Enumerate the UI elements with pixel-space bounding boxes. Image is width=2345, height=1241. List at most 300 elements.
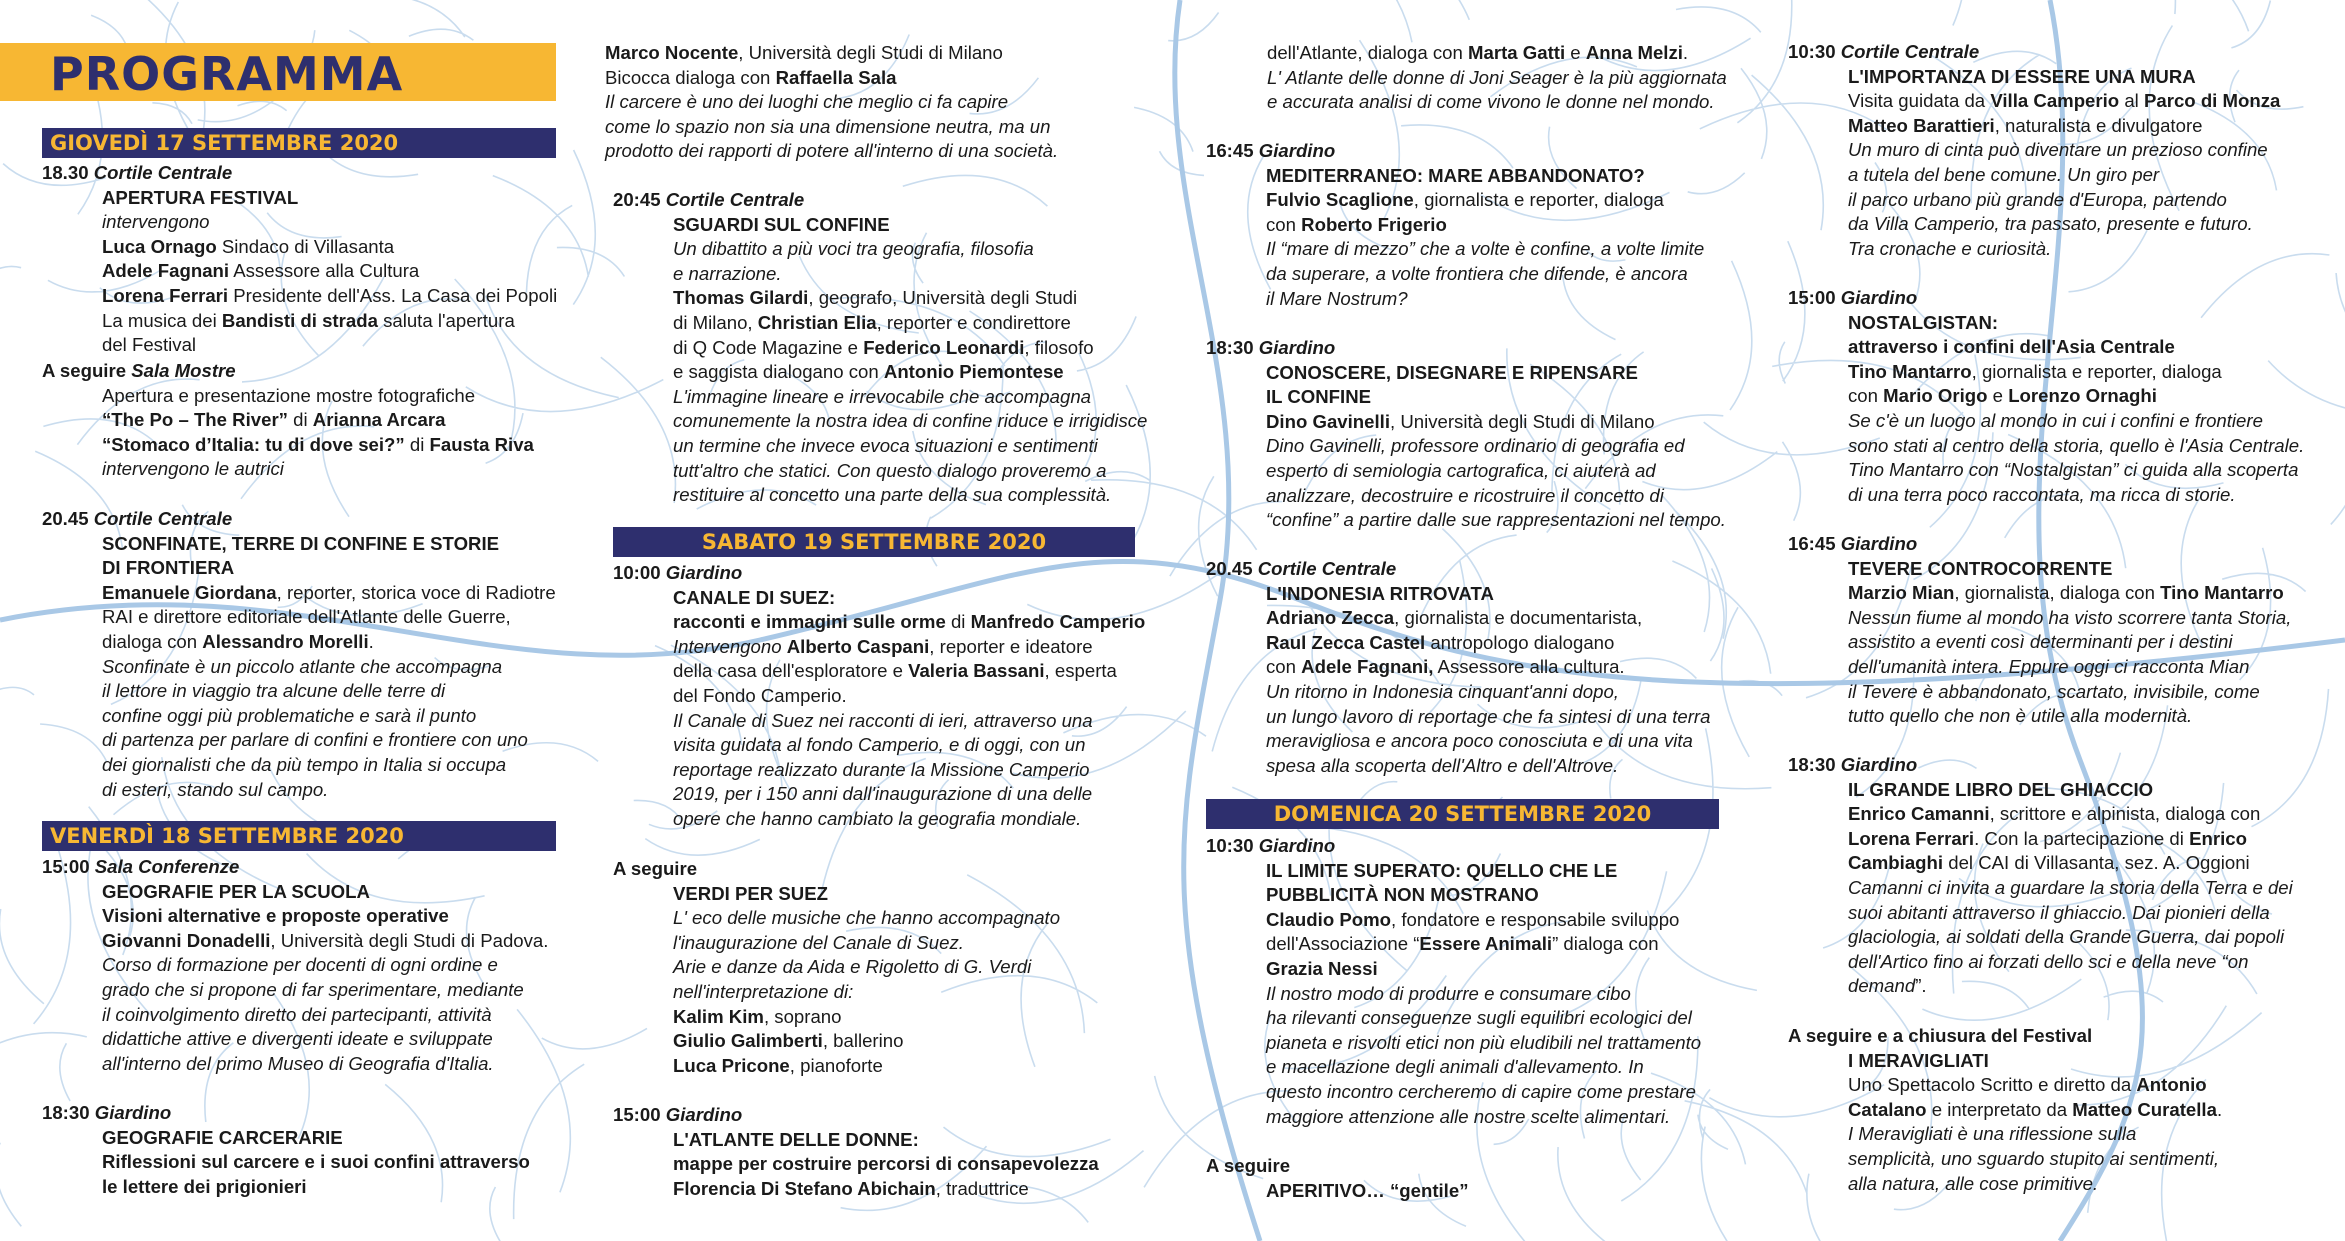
event-line: di esteri, stando sul campo. [102, 778, 329, 800]
event-line: Riflessioni sul carcere e i suoi confini attraverso [102, 1151, 530, 1173]
event-time: 10:00 [613, 562, 661, 583]
event-line: sono stati al centro della storia, quello è l'Asia Centrale. [1848, 434, 2305, 456]
event-line: un lungo lavoro di reportage che fa sintesi di una terra [1266, 705, 1711, 727]
event-header [613, 188, 1140, 213]
event-title: I MERAVIGLIATI [1848, 1049, 1989, 1071]
event-header [42, 1101, 560, 1126]
bold-run: Fulvio Scaglione [1266, 189, 1414, 211]
event-body [1206, 164, 1730, 312]
bold-run: Luca Pricone [673, 1054, 790, 1076]
event-line: Il nostro modo di produrre e consumare cibo [1266, 982, 1631, 1004]
event-body [1788, 778, 2323, 999]
event-title: SCONFINATE, TERRE DI CONFINE E STORIE [102, 532, 500, 554]
event-sabato-1500 [613, 1103, 1140, 1201]
event-line [102, 259, 560, 284]
event-title: SGUARDI SUL CONFINE [673, 213, 890, 235]
text-run: Assessore alla Cultura [229, 260, 420, 282]
event-domenica-1030-giardino [1206, 834, 1730, 1129]
event-title: CANALE DI SUEZ: [673, 586, 836, 608]
bold-run: Villa Camperio [1990, 90, 2120, 112]
bold-run: Raul Zecca Castel [1266, 631, 1426, 653]
event-line [673, 360, 1140, 385]
event-line [1266, 655, 1730, 680]
event-sabato-1830 [1206, 336, 1730, 533]
event-place: Giardino [1258, 835, 1336, 856]
event-line: le lettere dei prigionieri [102, 1175, 307, 1197]
event-line: spesa alla scoperta dell'Altro e dell'Altrove. [1266, 754, 1619, 776]
event-line: nell'interpretazione di: [673, 980, 854, 1002]
text-run: con [1848, 385, 1884, 407]
text-run: del CAI di Villasanta, sez. A. Oggioni [1943, 852, 2250, 874]
bold-run: Christian Elia [757, 311, 877, 333]
text-run: . [1682, 42, 1689, 63]
event-time: 18.30 [42, 162, 89, 183]
event-time: 10:30 [1206, 835, 1254, 856]
bold-run: Adriano Zecca [1266, 607, 1395, 629]
event-time: 16:45 [1788, 533, 1836, 554]
event-line: da superare, a volte frontiera che difende, è ancora [1266, 262, 1688, 284]
event-line [102, 408, 560, 433]
event-header [1788, 1024, 2323, 1049]
event-line: del Fondo Camperio. [673, 684, 847, 706]
event-place: Sala Conferenze [94, 856, 240, 877]
event-domenica-chiusura [1788, 1024, 2323, 1196]
event-line [102, 630, 560, 655]
event-body [42, 186, 560, 358]
bold-run: Adele Fagnani [102, 260, 230, 282]
text-run: , Università degli Studi di Milano [738, 42, 1003, 63]
text-run: , esperta [1044, 660, 1117, 682]
event-line: Il “mare di mezzo” che a volte è confine, a volte limite [1266, 238, 1705, 260]
event-line: a tutela del bene comune. Un giro per [1848, 163, 2160, 185]
event-title: IL LIMITE SUPERATO: QUELLO CHE LE [1266, 859, 1618, 881]
event-body [1206, 1179, 1730, 1204]
event-time: 16:45 [1206, 140, 1254, 161]
bold-run: Kalim Kim [673, 1005, 764, 1027]
event-line: Apertura e presentazione mostre fotografiche [102, 384, 476, 406]
event-line [605, 66, 1140, 91]
event-line: Se c'è un luogo al mondo in cui i confini e frontiere [1848, 409, 2263, 431]
text-run: , giornalista e documentarista, [1394, 607, 1643, 629]
event-place: Cortile Centrale [1257, 558, 1397, 579]
event-place: Giardino [665, 1104, 743, 1125]
event-line: Corso di formazione per docenti di ogni ordine e [102, 954, 498, 976]
event-line: prodotto dei rapporti di potere all'interno di una società. [605, 140, 1059, 162]
event-line: il parco urbano più grande d'Europa, partendo [1848, 188, 2227, 210]
text-run: . Con la partecipazione di [1974, 827, 2190, 849]
bold-run: Manfredo Camperio [970, 611, 1146, 633]
event-body [613, 586, 1146, 832]
event-line: L'immagine lineare e irrevocabile che accompagna [673, 385, 1092, 407]
text-run: , reporter e ideatore [929, 635, 1093, 657]
event-line: meravigliosa e ancora poco conosciuta e di una vita [1266, 730, 1693, 752]
event-time: 15:00 [42, 856, 90, 877]
text-run: , fondatore e responsabile sviluppo [1391, 908, 1680, 930]
event-header [1788, 532, 2323, 557]
event-line [673, 336, 1140, 361]
bold-run: “Stomaco d’Italia: tu di dove sei?” [102, 433, 405, 455]
text-run: Assessore alla cultura. [1433, 656, 1625, 678]
event-sabato-1000 [613, 561, 1146, 832]
event-body [1788, 311, 2323, 508]
text-run: , scrittore e alpinista, dialoga con [1989, 803, 2261, 825]
event-line: L' eco delle musiche che hanno accompagnato [673, 907, 1061, 929]
day-label: GIOVEDÌ 17 SETTEMBRE 2020 [50, 131, 399, 155]
event-line: Dino Gavinelli, professore ordinario di geografia ed [1266, 435, 1685, 457]
event-body [613, 1128, 1140, 1202]
text-run: di [287, 409, 313, 431]
event-time: A seguire [613, 858, 698, 879]
event-time: A seguire [42, 360, 127, 381]
event-body [1788, 1049, 2323, 1197]
event-line [102, 309, 560, 334]
bold-run: Thomas Gilardi [673, 287, 809, 309]
bold-run: Adele Fagnani, [1301, 656, 1434, 678]
event-line: Un muro di cinta può diventare un prezioso confine [1848, 139, 2268, 161]
bold-run: “The Po – The River” [102, 409, 288, 431]
bold-run: Valeria Bassani [908, 660, 1045, 682]
event-line [1266, 908, 1730, 933]
event-body [1267, 41, 1730, 115]
event-line: alla natura, alle cose primitive. [1848, 1172, 2099, 1194]
event-line [102, 284, 560, 309]
event-line: didattiche attive e divergenti ideate e sviluppate [102, 1028, 493, 1050]
text-run: , naturalista e divulgatore [1994, 114, 2203, 136]
bold-run: Florencia Di Stefano Abichain [673, 1177, 936, 1199]
event-line: Arie e danze da Aida e Rigoletto di G. Verdi [673, 956, 1032, 978]
event-line: esperto di semiologia cartografica, ci aiuterà ad [1266, 459, 1656, 481]
event-line: dell'umanità intera. Eppure oggi ci racconta Mian [1848, 655, 2250, 677]
text-run: con [1266, 213, 1302, 235]
event-time: 15:00 [1788, 287, 1836, 308]
event-header [1788, 753, 2323, 778]
event-venerdi-2045 [613, 188, 1148, 508]
programma-banner [0, 43, 556, 101]
event-line [1266, 932, 1730, 957]
text-run: , filosofo [1024, 336, 1094, 358]
event-line: opere che hanno cambiato la geografia mondiale. [673, 807, 1082, 829]
text-run: Presidente dell'Ass. La Casa dei Popoli [228, 284, 558, 306]
bold-run: Roberto Frigerio [1301, 213, 1447, 235]
text-run: , ballerino [822, 1030, 904, 1052]
event-time: 18:30 [42, 1102, 90, 1123]
event-title: L'INDONESIA RITROVATA [1266, 582, 1494, 604]
event-line: confine oggi più problematiche e sarà il punto [102, 704, 477, 726]
text-run: e saggista dialogano con [673, 361, 884, 383]
event-line [1266, 410, 1730, 435]
event-line: di una terra poco raccontata, ma ricca di storie. [1848, 483, 2236, 505]
event-giovedi-1830 [42, 161, 560, 358]
bold-run: Raffaella Sala [775, 66, 897, 88]
text-run: ” dialoga con [1552, 933, 1659, 955]
bold-run: Marta Gatti [1468, 42, 1566, 63]
text-run: , geografo, Università degli Studi [808, 287, 1078, 309]
event-title: MEDITERRANEO: MARE ABBANDONATO? [1266, 164, 1645, 186]
text-run: al [2119, 90, 2144, 112]
event-line: assistito a eventi così determinanti per i destini [1848, 631, 2233, 653]
event-place: Cortile Centrale [93, 508, 233, 529]
event-time: 15:00 [613, 1104, 661, 1125]
event-line [673, 1177, 1140, 1202]
event-line: comunemente la nostra idea di confine riduce e irrigidisce [673, 410, 1148, 432]
event-header [42, 161, 560, 186]
event-line [102, 433, 560, 458]
event-line [1848, 114, 2323, 139]
event-title: GEOGRAFIE CARCERARIE [102, 1126, 343, 1148]
event-place: Giardino [1840, 754, 1918, 775]
text-run: di [404, 433, 430, 455]
event-time: 20.45 [1206, 558, 1253, 579]
event-body [1206, 859, 1730, 1130]
event-line [1267, 41, 1730, 66]
event-line: un termine che invece evoca situazioni e sentimenti [673, 434, 1098, 456]
event-line [102, 235, 560, 260]
event-line: grado che si propone di far sperimentare, mediante [102, 978, 524, 1000]
bold-run: Parco di Monza [2143, 90, 2281, 112]
event-line: Visioni alternative e proposte operative [102, 905, 449, 927]
event-line: del Festival [102, 334, 197, 356]
text-run: dell'Associazione “ [1266, 933, 1420, 955]
bold-run: Lorenzo Ornaghi [2008, 385, 2157, 407]
text-run: Bicocca dialoga con [605, 66, 776, 88]
event-header [1788, 286, 2323, 311]
event-line: glaciologia, ai soldati della Grande Guerra, dai popoli [1848, 926, 2285, 948]
event-place: Giardino [94, 1102, 172, 1123]
event-line: da Villa Camperio, tra passato, presente e futuro. [1848, 213, 2253, 235]
event-line: “confine” a partire dalle sue rappresentazioni nel tempo. [1266, 509, 1726, 531]
bold-run: Bandisti di strada [221, 309, 378, 331]
event-title: APERTURA FESTIVAL [102, 186, 299, 208]
event-title: L'IMPORTANZA DI ESSERE UNA MURA [1848, 65, 2196, 87]
event-title: L'ATLANTE DELLE DONNE: [673, 1128, 919, 1150]
bold-run: Fausta Riva [429, 433, 534, 455]
bold-run: Dino Gavinelli [1266, 410, 1390, 432]
bold-run: Luca Ornago [102, 235, 217, 257]
event-line [1266, 213, 1730, 238]
event-line [1848, 1073, 2323, 1098]
event-line [673, 311, 1140, 336]
bold-run: Lorena Ferrari [1848, 827, 1975, 849]
text-run: , pianoforte [789, 1054, 883, 1076]
text-run: , reporter e condirettore [876, 311, 1071, 333]
day-header-venerdi [42, 821, 556, 851]
event-body [42, 532, 560, 803]
text-run: , giornalista e reporter, dialoga [1971, 360, 2222, 382]
event-header [1206, 557, 1730, 582]
bold-run: Essere Animali [1419, 933, 1553, 955]
text-run: . [368, 630, 374, 652]
event-body [605, 41, 1140, 164]
event-line [605, 41, 1140, 66]
event-line: tutto quello che non è utile alla modernità. [1848, 705, 2193, 727]
event-line [1266, 606, 1730, 631]
bold-run: Alessandro Morelli [202, 630, 369, 652]
event-line: maggiore attenzione alle nostre scelte alimentari. [1266, 1105, 1671, 1127]
event-place: Giardino [665, 562, 743, 583]
event-line: e narrazione. [673, 262, 782, 284]
page-title: PROGRAMMA [50, 47, 404, 101]
event-line [1848, 384, 2323, 409]
event-line: e accurata analisi di come vivono le donne nel mondo. [1267, 91, 1715, 113]
event-place: Cortile Centrale [1840, 41, 1980, 62]
event-sabato-1645 [1206, 139, 1730, 311]
event-time: A seguire [1206, 1155, 1291, 1176]
event-line: dell'Artico fino ai forzati dello sci e della neve “on [1848, 950, 2249, 972]
event-venerdi-1830-continued [605, 41, 1140, 164]
event-line [1848, 851, 2323, 876]
event-time: 10:30 [1788, 41, 1836, 62]
bold-run: Tino Mantarro [1848, 360, 1972, 382]
event-line [673, 1054, 1140, 1079]
event-header [1206, 139, 1730, 164]
event-line [1848, 827, 2323, 852]
event-place: Cortile Centrale [665, 189, 805, 210]
event-line: e macellazione degli animali d'allevamento. In [1266, 1056, 1644, 1078]
event-line: analizzare, decostruire e ricostruire il concetto di [1266, 484, 1664, 506]
event-line: intervengono [102, 211, 210, 233]
event-time: 20.45 [42, 508, 89, 529]
bold-run: Antonio Piemontese [883, 361, 1064, 383]
event-domenica-1830 [1788, 753, 2323, 999]
text-run: e interpretato da [1926, 1098, 2073, 1120]
event-place: Giardino [1258, 140, 1336, 161]
bold-run: Giovanni Donadelli [102, 929, 271, 951]
text-run: , giornalista e reporter, dialoga [1413, 189, 1664, 211]
event-place: Giardino [1258, 337, 1336, 358]
event-title: IL CONFINE [1266, 386, 1372, 408]
event-line: attraverso i confini dell'Asia Centrale [1848, 336, 2175, 358]
event-line: all'interno del primo Museo di Geografia d'Italia. [102, 1052, 494, 1074]
text-run: con [1266, 656, 1302, 678]
event-line: L' Atlante delle donne di Joni Seager è la più aggiornata [1267, 66, 1727, 88]
bold-run: Tino Mantarro [2160, 582, 2284, 604]
bold-run: Anna Melzi [1585, 42, 1683, 63]
event-line: visita guidata al fondo Camperio, e di oggi, con un [673, 734, 1086, 756]
text-run: , Università degli Studi di Milano [1389, 410, 1655, 432]
event-title: PUBBLICITÀ NON MOSTRANO [1266, 884, 1539, 906]
event-line: semplicità, uno sguardo stupito ai sentimenti, [1848, 1147, 2220, 1169]
event-line: Tino Mantarro con “Nostalgistan” ci guida alla scoperta [1848, 459, 2299, 481]
italic-run: demand [1848, 975, 1916, 997]
event-time: 20:45 [613, 189, 661, 210]
event-line [673, 659, 1140, 684]
event-line [1848, 581, 2323, 606]
event-line: il lettore in viaggio tra alcune delle terre di [102, 680, 446, 702]
event-line: tutt'altro che statici. Con questo dialogo proveremo a [673, 459, 1107, 481]
event-line: come lo spazio non sia una dimensione neutra, ma un [605, 115, 1051, 137]
text-run: . [2216, 1098, 2223, 1120]
event-line: ha rilevanti conseguenze sugli equilibri ecologici del [1266, 1007, 1692, 1029]
event-line [1848, 802, 2323, 827]
text-run: e [1987, 385, 2009, 407]
event-line: Un ritorno in Indonesia cinquant'anni dopo, [1266, 680, 1619, 702]
event-header [1788, 40, 2323, 65]
bold-run: Cambiaghi [1848, 852, 1944, 874]
text-run: della casa dell'esploratore e [673, 660, 909, 682]
event-line: il Tevere è abbandonato, scartato, invisibile, come [1848, 680, 2260, 702]
event-line [1848, 1098, 2323, 1123]
event-place: Giardino [1840, 533, 1918, 554]
event-line: di partenza per parlare di confini e frontiere con uno [102, 729, 528, 751]
day-label: SABATO 19 SETTEMBRE 2020 [701, 530, 1047, 554]
event-body [613, 882, 1140, 1079]
event-line: mappe per costruire percorsi di consapevolezza [673, 1153, 1099, 1175]
event-sabato-1500-continued [1267, 41, 1730, 115]
day-label: DOMENICA 20 SETTEMBRE 2020 [1273, 802, 1652, 826]
text-run: antropologo dialogano [1425, 631, 1615, 653]
text-run: Uno Spettacolo Scritto e diretto da [1848, 1074, 2137, 1096]
bold-run: Federico Leonardi [863, 336, 1025, 358]
text-run: di Milano, [673, 311, 758, 333]
bold-run: Matteo Curatella [2072, 1098, 2217, 1120]
event-domenica-1500 [1788, 286, 2323, 507]
event-line: Sconfinate è un piccolo atlante che accompagna [102, 655, 503, 677]
event-place: Sala Mostre [131, 360, 236, 381]
text-run: dialoga con [102, 630, 203, 652]
event-line [1848, 974, 2323, 999]
event-header [1206, 834, 1730, 859]
event-line: intervengono le autrici [102, 458, 284, 480]
event-title: CONOSCERE, DISEGNARE E RIPENSARE [1266, 361, 1638, 383]
bold-run: Lorena Ferrari [102, 284, 229, 306]
text-run: di [950, 611, 971, 633]
bold-run: Antonio [2136, 1074, 2207, 1096]
event-domenica-a-seguire [1206, 1154, 1730, 1203]
bold-run: Marco Nocente [605, 42, 739, 63]
event-body [42, 880, 560, 1077]
event-line [102, 929, 560, 954]
event-title: IL GRANDE LIBRO DEL GHIACCIO [1848, 778, 2154, 800]
event-line [1848, 89, 2323, 114]
event-line [673, 1029, 1140, 1054]
event-header [613, 857, 1140, 882]
event-line [673, 286, 1140, 311]
text-run: , reporter, storica voce di Radiotre [276, 581, 556, 603]
event-line: reportage realizzato durante la Missione Camperio [673, 758, 1090, 780]
event-header [42, 507, 560, 532]
event-line [1266, 188, 1730, 213]
event-title: VERDI PER SUEZ [673, 882, 828, 904]
event-line: pianeta e risvolti etici non più eludibili nel trattamento [1266, 1031, 1702, 1053]
event-line [673, 635, 1140, 660]
bold-run: Marzio Mian [1848, 582, 1955, 604]
text-run: di Q Code Magazine e [673, 336, 864, 358]
event-line [102, 581, 560, 606]
event-line: 2019, per i 150 anni dall'inaugurazione di una delle [673, 783, 1093, 805]
event-line: Il carcere è uno dei luoghi che meglio ci fa capire [605, 91, 1009, 113]
event-time: 18:30 [1788, 754, 1836, 775]
event-time: A seguire e a chiusura del Festival [1788, 1025, 2093, 1046]
event-line [1266, 631, 1730, 656]
text-run: Sindaco di Villasanta [216, 235, 395, 257]
text-run: , Università degli Studi di Padova. [270, 929, 549, 951]
text-run: , traduttrice [935, 1177, 1029, 1199]
event-giovedi-a-seguire [42, 359, 560, 482]
event-body [42, 1126, 560, 1200]
text-run: , giornalista, dialoga con [1954, 582, 2161, 604]
day-header-sabato [613, 527, 1135, 557]
event-title: APERITIVO… “gentile” [1266, 1179, 1469, 1201]
day-header-domenica [1206, 799, 1719, 829]
event-header [1206, 1154, 1730, 1179]
event-line: Grazia Nessi [1266, 957, 1378, 979]
bold-run: Catalano [1848, 1098, 1927, 1120]
event-body [1206, 582, 1730, 779]
event-line: RAI e direttore editoriale dell'Atlante delle Guerre, [102, 606, 511, 628]
text-run: ”. [1915, 975, 1927, 997]
bold-run: racconti e immagini sulle orme [673, 611, 951, 633]
event-sabato-2045 [1206, 557, 1730, 778]
